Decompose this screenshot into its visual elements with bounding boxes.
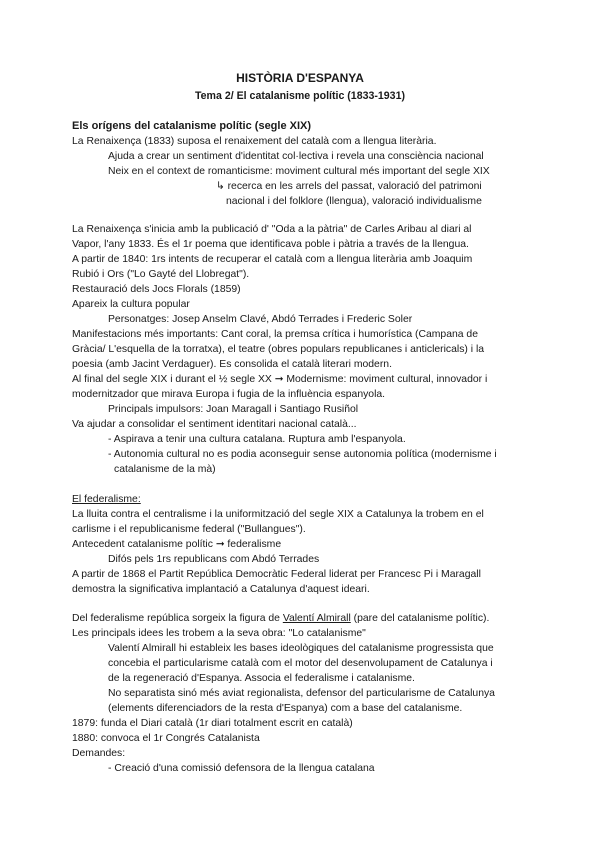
text-line: Manifestacions més importants: Cant coral, la premsa crítica i humorística (Campana de bbox=[72, 329, 478, 340]
text-fragment: (pare del catalanisme polític). bbox=[350, 613, 490, 624]
text-line: La Renaixença s'inicia amb la publicació d' "Oda a la pàtria" de Carles Aribau al diari al bbox=[72, 224, 472, 235]
text-line: No separatista sinó més aviat regionalista, defensor del particularisme de Catalunya bbox=[108, 688, 495, 699]
text-line: Personatges: Josep Anselm Clavé, Abdó Terrades i Frederic Soler bbox=[108, 314, 413, 325]
text-line: de la regeneració d'Espanya. Associa el federalisme i catalanisme. bbox=[108, 673, 415, 684]
text-line: poesia (amb Jacint Verdaguer). Es consolida el català literari modern. bbox=[72, 359, 392, 370]
text-line: carlisme i el republicanisme federal ("Bullangues"). bbox=[72, 524, 306, 535]
text-line: A partir de 1840: 1rs intents de recuperar el català com a llengua literària amb Joaquim bbox=[72, 254, 473, 265]
person-name: Valentí Almirall bbox=[282, 613, 351, 624]
text-line: Difós pels 1rs republicans com Abdó Terrades bbox=[108, 554, 320, 565]
text-line: Apareix la cultura popular bbox=[72, 299, 190, 310]
list-item: - Autonomia cultural no es podia aconseguir sense autonomia política (modernisme i bbox=[108, 449, 497, 460]
text-line: Les principals idees les trobem a la seva obra: "Lo catalanisme" bbox=[72, 628, 366, 639]
text-line: concebia el particularisme català com el motor del desenvolupament de Catalunya i bbox=[108, 658, 493, 669]
text-line: demostra la significativa implantació a Catalunya d'aquest ideari. bbox=[72, 584, 370, 595]
document-title: HISTÒRIA D'ESPANYA bbox=[236, 71, 364, 85]
list-item: - Creació d'una comissió defensora de la llengua catalana bbox=[108, 763, 375, 774]
text-line: 1879: funda el Diari català (1r diari totalment escrit en català) bbox=[72, 718, 353, 729]
text-line: Rubió i Ors ("Lo Gayté del Llobregat"). bbox=[72, 269, 250, 280]
text-line: Valentí Almirall hi estableix les bases ideològiques del catalanisme progressista que bbox=[108, 643, 494, 654]
text-line: La Renaixença (1833) suposa el renaixement del català com a llengua literària. bbox=[72, 136, 437, 147]
text-line: ↳ recerca en les arrels del passat, valoració del patrimoni bbox=[216, 181, 482, 192]
text-line: 1880: convoca el 1r Congrés Catalanista bbox=[72, 733, 260, 744]
text-line: Restauració dels Jocs Florals (1859) bbox=[72, 284, 241, 295]
text-line: Al final del segle XIX i durant el ½ segle XX ➞ Modernisme: moviment cultural, innovador i bbox=[72, 374, 488, 385]
text-line: Neix en el context de romanticisme: moviment cultural més important del segle XIX bbox=[108, 166, 490, 177]
text-line: A partir de 1868 el Partit República Democràtic Federal liderat per Francesc Pi i Maragall bbox=[72, 569, 481, 580]
text-line: nacional i del folklore (llengua), valoració individualisme bbox=[226, 196, 482, 207]
text-line: La lluita contra el centralisme i la uniformització del segle XIX a Catalunya la trobem en el bbox=[72, 509, 484, 520]
text-line: Ajuda a crear un sentiment d'identitat col·lectiva i revela una consciència nacional bbox=[108, 151, 484, 162]
text-line: modernitzador que mirava Europa i fugia de la influència espanyola. bbox=[72, 389, 386, 400]
text-line: Demandes: bbox=[72, 748, 126, 759]
section-heading-federalism: El federalisme: bbox=[72, 494, 141, 505]
text-line: Vapor, l'any 1833. És el 1r poema que identificava poble i pàtria a través de la llengua. bbox=[72, 239, 469, 250]
text-line: Antecedent catalanisme polític ➞ federalisme bbox=[72, 539, 282, 550]
text-fragment: Del federalisme república sorgeix la figura de bbox=[72, 613, 283, 624]
text-line: catalanisme de la mà) bbox=[114, 464, 216, 475]
text-line: (elements diferenciadors de la resta d'Espanya) com a base del catalanisme. bbox=[108, 703, 463, 714]
text-line: Gràcia/ L'esquella de la torratxa), el teatre (obres populars republicanes i anticlericals) i la bbox=[72, 344, 485, 355]
text-line: Va ajudar a consolidar el sentiment identitari nacional català... bbox=[72, 419, 357, 430]
list-item: - Aspirava a tenir una cultura catalana. Ruptura amb l'espanyola. bbox=[108, 434, 406, 445]
document-subtitle: Tema 2/ El catalanisme polític (1833-1931) bbox=[194, 90, 405, 102]
text-line: Principals impulsors: Joan Maragall i Santiago Rusiñol bbox=[108, 404, 359, 415]
text-line bbox=[72, 612, 489, 625]
section-heading-origins: Els orígens del catalanisme polític (segle XIX) bbox=[72, 120, 312, 132]
